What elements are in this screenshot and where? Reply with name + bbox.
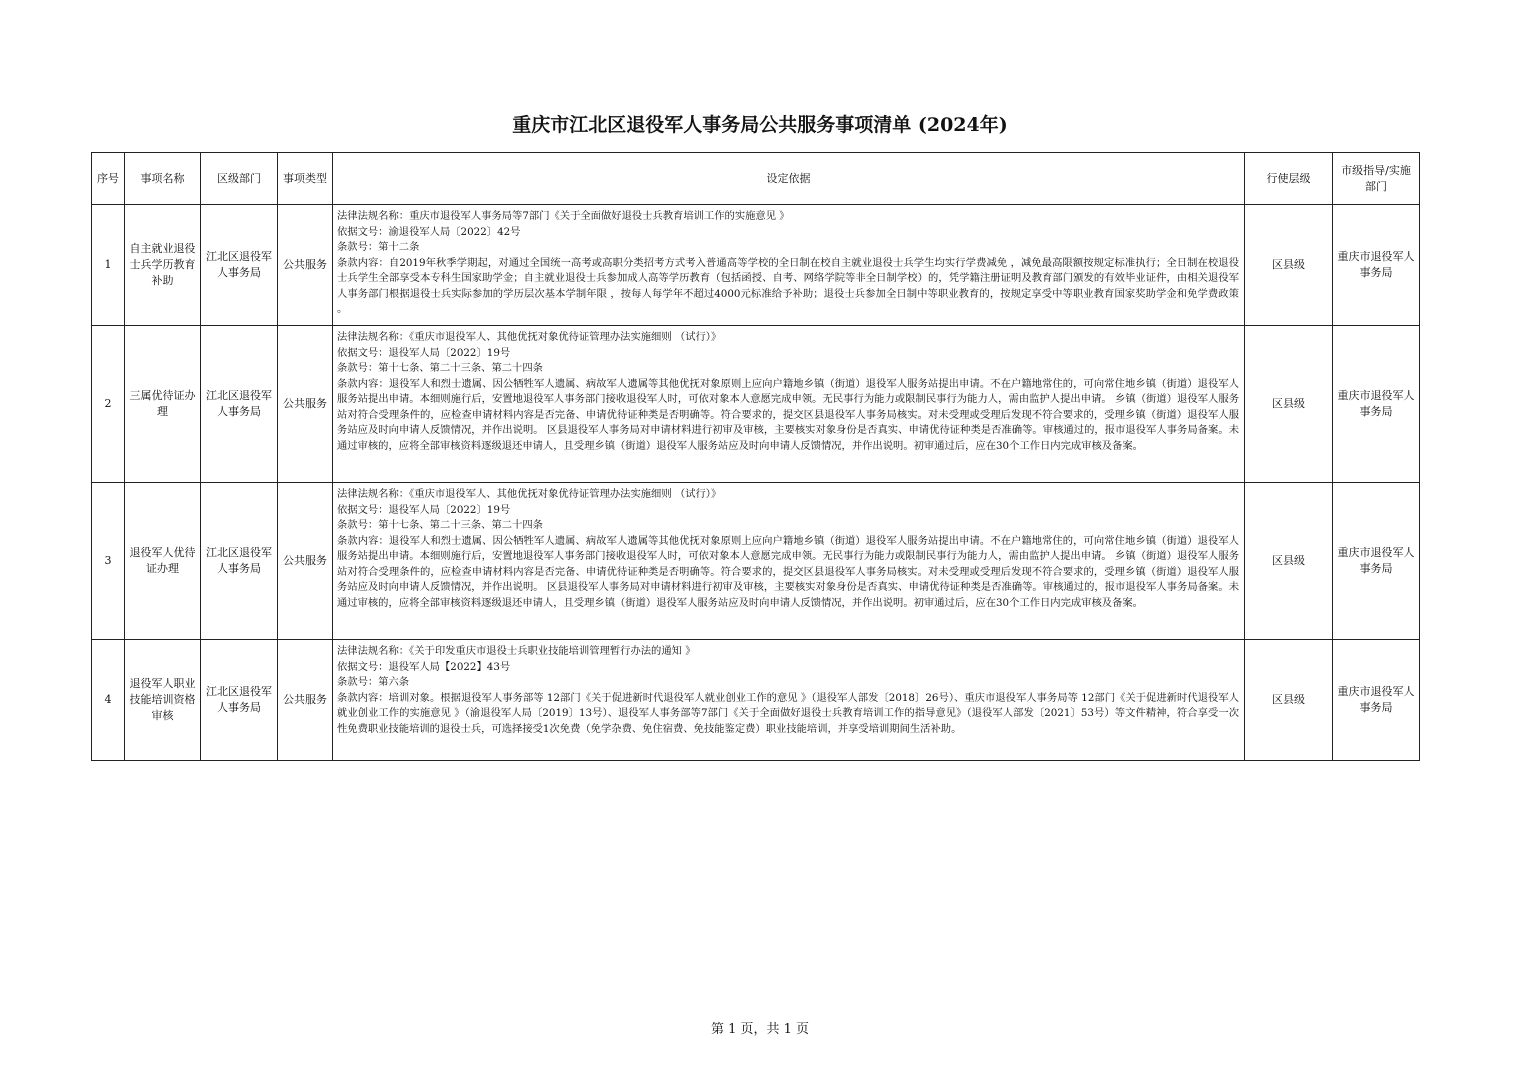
city-dept-text: 重庆市退役军人事务局 xyxy=(1337,389,1415,418)
row-basis xyxy=(333,640,1245,761)
row-level: 区县级 xyxy=(1245,640,1333,761)
row-item-type xyxy=(278,205,333,326)
table-row xyxy=(92,640,1420,761)
basis-article-content: 条款内容：培训对象。根据退役军人事务部等 12部门《关于促进新时代退役军人就业创业工作的意见 》（退役军人部发〔2018〕26号）、重庆市退役军人事务局等 12部门《关于促进新时代退役军人就业创业工作的实施意见 》（渝退役军人局〔2019〕13号）、退役军人事务部等7部门《关于全面做好退役士兵教育培训工作的指导意见》（退役军人部发〔2021〕53号）等文件精神，符合享受一次性免费职业技能培训的退役士兵，可选择接受1次免费（免学杂费、免住宿费、免技能鉴定费）职业技能培训，并享受培训期间生活补助。 xyxy=(337,691,1239,735)
item-name-text: 退役军人优待证办理 xyxy=(129,546,196,575)
basis-article-number: 条款号：第六条 xyxy=(337,676,410,688)
header-basis: 设定依据 xyxy=(333,153,1245,205)
row-item-type xyxy=(278,326,333,483)
row-basis xyxy=(333,326,1245,483)
basis-doc-number: 依据文号：退役军人局【2022】43号 xyxy=(337,660,511,673)
row-no: 3 xyxy=(92,483,125,640)
basis-article-content: 条款内容：自2019年秋季学期起，对通过全国统一高考或高职分类招考方式考入普通高等学校的全日制在校自主就业退役士兵学生均实行学费减免 ，减免最高限额按规定标准执行；全日制在校退役士兵学生全部享受本专科生国家助学金；自主就业退役士兵参加成人高等学历教育（包括函授、自考、网络学院等非全日制学校）的，凭学籍注册证明及教育部门颁发的有效毕业证件，由相关退役军人事务部门根据退役士兵实际参加的学历层次基本学制年限 ，按每人每学年不超过4000元标准给予补助；退役士兵参加全日制中等职业教育的，按规定享受中等职业教育国家奖助学金和免学费政策 。 xyxy=(337,256,1239,315)
basis-law-name: 法律法规名称：重庆市退役军人事务局等7部门《关于全面做好退役士兵教育培训工作的实施意见 》 xyxy=(337,210,790,222)
table-row xyxy=(92,326,1420,483)
basis-law-name: 法律法规名称：《重庆市退役军人、其他优抚对象优待证管理办法实施细则 （试行）》 xyxy=(337,331,722,343)
page-footer: 第 1 页，共 1 页 xyxy=(710,1022,810,1037)
row-item-name xyxy=(125,640,201,761)
row-item-name xyxy=(125,326,201,483)
basis-doc-number: 依据文号：渝退役军人局〔2022〕42号 xyxy=(337,225,521,238)
row-level: 区县级 xyxy=(1245,326,1333,483)
header-district-dept: 区级部门 xyxy=(201,153,278,205)
basis-article-number: 条款号：第十二条 xyxy=(337,241,420,253)
city-dept-text: 重庆市退役军人事务局 xyxy=(1337,546,1415,575)
row-city-dept xyxy=(1333,640,1420,761)
row-district-dept xyxy=(201,326,278,483)
city-dept-text: 重庆市退役军人事务局 xyxy=(1337,685,1415,714)
basis-law-name: 法律法规名称：《重庆市退役军人、其他优抚对象优待证管理办法实施细则 （试行）》 xyxy=(337,488,722,500)
table-row xyxy=(92,205,1420,326)
row-basis xyxy=(333,205,1245,326)
header-level: 行使层级 xyxy=(1245,153,1333,205)
item-name-text: 自主就业退役士兵学历教育补助 xyxy=(129,242,196,287)
row-no: 2 xyxy=(92,326,125,483)
basis-law-name: 法律法规名称：《关于印发重庆市退役士兵职业技能培训管理暂行办法的通知 》 xyxy=(337,645,696,657)
basis-doc-number: 依据文号：退役军人局〔2022〕19号 xyxy=(337,346,511,359)
table-row xyxy=(92,483,1420,640)
basis-article-content: 条款内容：退役军人和烈士遗属、因公牺牲军人遗属、病故军人遗属等其他优抚对象原则上应向户籍地乡镇（街道）退役军人服务站提出申请。不在户籍地常住的，可向常住地乡镇（街道）退役军人服务站提出申请。本细则施行后，安置地退役军人事务部门接收退役军人时，可依对象本人意愿完成申领。无民事行为能力或限制民事行为能力人，需由监护人提出申请。 乡镇（街道）退役军人服务站对符合受理条件的，应检查申请材料内容是否完备、申请优待证种类是否明确等。符合要求的，提交区县退役军人事务局核实。对未受理或受理后发现不符合要求的，受理乡镇（街道）退役军人服务站应及时向申请人反馈情况，并作出说明。 区县退役军人事务局对申请材料进行初审及审核，主要核实对象身份是否真实、申请优待证种类是否准确等。审核通过的，报市退役军人事务局备案。未通过审核的，应将全部审核资料逐级退还申请人，且受理乡镇（街道）退役军人服务站应及时向申请人反馈情况，并作出说明。初审通过后，应在30个工作日内完成审核及备案。 xyxy=(337,534,1239,609)
dept-text: 江北区退役军人事务局 xyxy=(206,546,272,575)
header-city-dept: 市级指导/实施部门 xyxy=(1333,153,1420,205)
row-no: 4 xyxy=(92,640,125,761)
row-level: 区县级 xyxy=(1245,483,1333,640)
dept-text: 江北区退役军人事务局 xyxy=(206,389,272,418)
header-item-type: 事项类型 xyxy=(278,153,333,205)
city-dept-text: 重庆市退役军人事务局 xyxy=(1337,250,1415,279)
header-item-name: 事项名称 xyxy=(125,153,201,205)
row-district-dept xyxy=(201,640,278,761)
basis-article-number: 条款号：第十七条、第二十三条、第二十四条 xyxy=(337,519,543,531)
type-text: 公共服务 xyxy=(283,554,327,567)
row-basis xyxy=(333,483,1245,640)
type-text: 公共服务 xyxy=(283,397,327,410)
dept-text: 江北区退役军人事务局 xyxy=(206,250,272,279)
dept-text: 江北区退役军人事务局 xyxy=(206,685,272,714)
row-item-type xyxy=(278,483,333,640)
basis-article-number: 条款号：第十七条、第二十三条、第二十四条 xyxy=(337,362,543,374)
basis-doc-number: 依据文号：退役军人局〔2022〕19号 xyxy=(337,503,511,516)
document-title: 重庆市江北区退役军人事务局公共服务事项清单 (2024年) xyxy=(512,114,1008,136)
row-city-dept xyxy=(1333,205,1420,326)
row-no: 1 xyxy=(92,205,125,326)
row-item-name xyxy=(125,483,201,640)
service-items-table xyxy=(91,152,1420,761)
basis-article-content: 条款内容：退役军人和烈士遗属、因公牺牲军人遗属、病故军人遗属等其他优抚对象原则上应向户籍地乡镇（街道）退役军人服务站提出申请。不在户籍地常住的，可向常住地乡镇（街道）退役军人服务站提出申请。本细则施行后，安置地退役军人事务部门接收退役军人时，可依对象本人意愿完成申领。无民事行为能力或限制民事行为能力人，需由监护人提出申请。 乡镇（街道）退役军人服务站对符合受理条件的，应检查申请材料内容是否完备、申请优待证种类是否明确等。符合要求的，提交区县退役军人事务局核实。对未受理或受理后发现不符合要求的，受理乡镇（街道）退役军人服务站应及时向申请人反馈情况，并作出说明。 区县退役军人事务局对申请材料进行初审及审核，主要核实对象身份是否真实、申请优待证种类是否准确等。审核通过的，报市退役军人事务局备案。未通过审核的，应将全部审核资料逐级退还申请人，且受理乡镇（街道）退役军人服务站应及时向申请人反馈情况，并作出说明。初审通过后，应在30个工作日内完成审核及备案。 xyxy=(337,377,1239,452)
row-district-dept xyxy=(201,205,278,326)
row-district-dept xyxy=(201,483,278,640)
row-city-dept xyxy=(1333,326,1420,483)
type-text: 公共服务 xyxy=(283,693,327,706)
row-item-type xyxy=(278,640,333,761)
type-text: 公共服务 xyxy=(283,258,327,271)
item-name-text: 三属优待证办理 xyxy=(129,389,196,418)
row-level: 区县级 xyxy=(1245,205,1333,326)
header-no: 序号 xyxy=(92,153,125,205)
table-header-row xyxy=(92,153,1420,205)
row-city-dept xyxy=(1333,483,1420,640)
item-name-text: 退役军人职业技能培训资格审核 xyxy=(129,677,196,722)
row-item-name xyxy=(125,205,201,326)
